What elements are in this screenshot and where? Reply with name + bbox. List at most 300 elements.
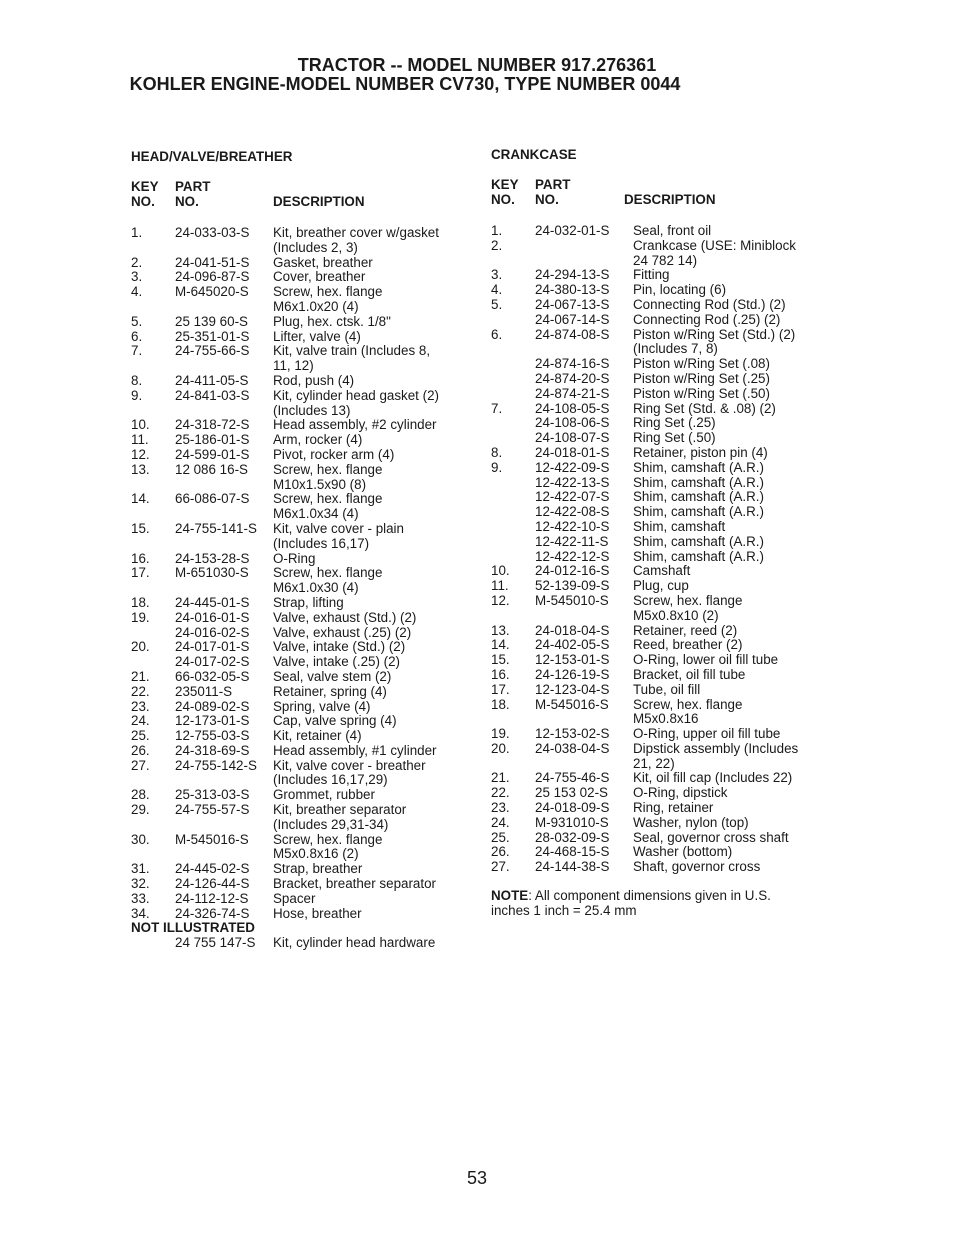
part-number: 24-755-142-S [175, 757, 257, 773]
key-number: 21. [131, 668, 150, 684]
part-number: 24-755-46-S [535, 770, 610, 786]
part-number: 12-422-11-S [535, 533, 609, 549]
key-number: 11. [491, 578, 509, 594]
part-description: Piston w/Ring Set (.08) [633, 356, 770, 372]
part-row [491, 594, 831, 624]
note-text: : All component dimensions given in U.S. inches 1 inch = 25.4 mm [491, 888, 771, 918]
part-description: Tube, oil fill [633, 681, 701, 697]
key-number: 9. [491, 459, 503, 475]
part-number: 24-016-02-S [175, 624, 250, 640]
part-number: 12-422-13-S [535, 474, 610, 490]
part-number: 24-874-16-S [535, 356, 610, 372]
part-description: Kit, valve cover - breather (Includes 16,17,29) [273, 757, 426, 788]
col-part-no-label: NO. [175, 194, 199, 209]
part-row [491, 550, 831, 565]
part-row [491, 579, 831, 594]
part-description: Kit, retainer (4) [273, 728, 362, 744]
part-number: 24-326-74-S [175, 905, 250, 921]
not-illustrated-row [131, 936, 471, 951]
part-row [131, 892, 471, 907]
part-row [131, 522, 471, 552]
part-number: 24-445-01-S [175, 594, 250, 610]
key-number: 33. [131, 890, 150, 906]
part-row [491, 268, 831, 283]
part-number: 28-032-09-S [535, 829, 610, 845]
part-row [491, 239, 831, 269]
key-number: 1. [491, 223, 503, 238]
part-number: 24-318-69-S [175, 742, 250, 758]
part-description: Head assembly, #1 cylinder [273, 742, 437, 758]
part-number: M-545010-S [535, 592, 609, 608]
part-row [131, 256, 471, 271]
part-row [131, 315, 471, 330]
col-description-label: DESCRIPTION [624, 192, 716, 207]
part-description: Crankcase (USE: Miniblock 24 782 14) [633, 237, 796, 268]
part-number: 24-599-01-S [175, 446, 250, 462]
part-description: Screw, hex. flange M6x1.0x34 (4) [273, 491, 383, 522]
part-row [131, 566, 471, 596]
key-number: 29. [131, 802, 150, 818]
part-description: Ring Set (Std. & .08) (2) [633, 400, 776, 416]
page-subtitle: KOHLER ENGINE-MODEL NUMBER CV730, TYPE NUMBER 0044 [129, 74, 681, 94]
col-part-label: PART [535, 177, 571, 192]
part-number: 12-153-01-S [535, 652, 610, 668]
part-number: 24-874-08-S [535, 326, 610, 342]
part-number: 24-038-04-S [535, 740, 610, 756]
part-number: 24-402-05-S [535, 637, 610, 653]
part-description: Ring, retainer [633, 800, 714, 816]
part-number: 25-313-03-S [175, 787, 250, 803]
part-row [491, 283, 831, 298]
part-description: Kit, valve train (Includes 8, 11, 12) [273, 343, 431, 374]
part-description: Head assembly, #2 cylinder [273, 417, 437, 433]
part-row [131, 700, 471, 715]
part-description: Screw, hex. flange M10x1.5x90 (8) [273, 461, 383, 492]
part-number: 12-422-09-S [535, 459, 610, 475]
part-row [491, 727, 831, 742]
key-number: 12. [131, 446, 150, 462]
part-row [131, 463, 471, 493]
part-row [131, 285, 471, 315]
key-number: 23. [131, 698, 150, 714]
key-number: 25. [491, 829, 510, 845]
part-row [491, 431, 831, 446]
part-description: Camshaft [633, 563, 691, 579]
part-description: Lifter, valve (4) [273, 328, 361, 344]
part-description: Cover, breather [273, 269, 366, 285]
part-row [131, 344, 471, 374]
part-row [491, 816, 831, 831]
part-description: Arm, rocker (4) [273, 432, 363, 448]
part-description: Shim, camshaft (A.R.) [633, 459, 764, 475]
section-heading: HEAD/VALVE/BREATHER [131, 149, 293, 164]
key-number: 1. [131, 225, 143, 240]
part-description: Retainer, reed (2) [633, 622, 738, 638]
section-heading: CRANKCASE [491, 147, 577, 162]
part-description: Seal, front oil [633, 223, 712, 238]
part-description: Gasket, breather [273, 254, 373, 270]
part-row [491, 416, 831, 431]
part-number: M-645020-S [175, 284, 249, 300]
part-row [491, 446, 831, 461]
key-number: 27. [491, 859, 510, 875]
part-number: 12 086 16-S [175, 461, 248, 477]
col-part-no-label: NO. [535, 192, 559, 207]
part-number: M-651030-S [175, 565, 249, 581]
page-number: 53 [466, 1168, 488, 1188]
part-description: Hose, breather [273, 905, 362, 921]
column-headers [131, 180, 471, 226]
part-number: 24 755 147-S [175, 935, 256, 951]
part-number: M-931010-S [535, 814, 609, 830]
part-number: 24-126-44-S [175, 876, 250, 892]
key-number: 20. [131, 639, 150, 655]
key-number: 12. [491, 592, 510, 608]
part-number: M-545016-S [535, 696, 609, 712]
col-key-label: KEY [131, 179, 159, 194]
part-description: Kit, oil fill cap (Includes 22) [633, 770, 793, 786]
part-row [131, 685, 471, 700]
key-number: 7. [131, 343, 143, 359]
part-description: Strap, breather [273, 861, 363, 877]
key-number: 11. [131, 432, 149, 448]
part-description: Screw, hex. flange M6x1.0x20 (4) [273, 284, 383, 314]
part-row [131, 759, 471, 789]
key-number: 26. [491, 844, 510, 860]
part-number: 12-173-01-S [175, 713, 250, 729]
part-description: Washer, nylon (top) [633, 814, 749, 830]
part-description: Kit, valve cover - plain (Includes 16,17) [273, 520, 404, 551]
part-number: M-545016-S [175, 831, 249, 847]
part-number: 24-144-38-S [535, 859, 610, 875]
parts-list [491, 224, 831, 875]
part-number: 25-351-01-S [175, 328, 250, 344]
part-number: 24-294-13-S [535, 267, 610, 283]
part-row [491, 461, 831, 476]
part-description: Connecting Rod (.25) (2) [633, 311, 781, 327]
part-number: 24-108-05-S [535, 400, 610, 416]
part-row [131, 330, 471, 345]
col-key-no-label: NO. [491, 192, 515, 207]
part-number: 24-032-01-S [535, 223, 610, 238]
part-description: Shaft, governor cross [633, 859, 761, 875]
key-number: 15. [131, 520, 150, 536]
key-number: 8. [131, 372, 143, 388]
key-number: 16. [131, 550, 150, 566]
col-key-label: KEY [491, 177, 519, 192]
part-number: 24-012-16-S [535, 563, 610, 579]
part-row [131, 907, 471, 922]
part-row [131, 596, 471, 611]
part-number: 235011-S [175, 683, 233, 699]
key-number: 3. [131, 269, 143, 285]
part-description: Connecting Rod (Std.) (2) [633, 296, 786, 312]
part-number: 25 139 60-S [175, 313, 248, 329]
key-number: 20. [491, 740, 510, 756]
part-description: O-Ring [273, 550, 316, 566]
part-number: 12-422-12-S [535, 548, 610, 564]
part-description: Kit, breather cover w/gasket (Includes 2, 3) [273, 225, 439, 255]
key-number: 18. [491, 696, 510, 712]
part-number: 12-422-10-S [535, 518, 610, 534]
part-row [131, 492, 471, 522]
part-number: 24-017-01-S [175, 639, 250, 655]
key-number: 16. [491, 666, 510, 682]
part-description: Ring Set (.25) [633, 415, 716, 431]
part-row [491, 357, 831, 372]
part-description: Dipstick assembly (Includes 21, 22) [633, 740, 799, 771]
key-number: 24. [491, 814, 510, 830]
part-number: 66-086-07-S [175, 491, 250, 507]
part-row [491, 328, 831, 358]
part-row [131, 389, 471, 419]
part-number: 25-186-01-S [175, 432, 250, 448]
part-row [131, 714, 471, 729]
part-description: Reed, breather (2) [633, 637, 743, 653]
part-description: Seal, governor cross shaft [633, 829, 789, 845]
key-number: 8. [491, 444, 503, 460]
key-number: 10. [131, 417, 150, 433]
part-row [491, 372, 831, 387]
col-part-label: PART [175, 179, 211, 194]
key-number: 19. [491, 726, 510, 742]
part-number: 24-755-66-S [175, 343, 250, 359]
part-number: 24-089-02-S [175, 698, 250, 714]
part-row [131, 655, 471, 670]
part-number: 24-153-28-S [175, 550, 250, 566]
part-row [491, 668, 831, 683]
part-row [491, 771, 831, 786]
part-description: Spring, valve (4) [273, 698, 371, 714]
part-description: Valve, exhaust (Std.) (2) [273, 609, 417, 625]
part-description: Piston w/Ring Set (.50) [633, 385, 770, 401]
key-number: 22. [131, 683, 150, 699]
part-number: 24-033-03-S [175, 225, 250, 240]
part-number: 12-755-03-S [175, 728, 250, 744]
part-number: 24-468-15-S [535, 844, 610, 860]
part-description: Grommet, rubber [273, 787, 375, 803]
part-description: Plug, hex. ctsk. 1/8" [273, 313, 391, 329]
part-description: Piston w/Ring Set (Std.) (2) (Includes 7, 8) [633, 326, 796, 357]
key-number: 2. [491, 237, 503, 253]
part-number: 24-755-57-S [175, 802, 250, 818]
part-row [131, 626, 471, 641]
key-number: 6. [491, 326, 503, 342]
key-number: 25. [131, 728, 150, 744]
part-number: 24-841-03-S [175, 387, 250, 403]
key-number: 3. [491, 267, 503, 283]
part-number: 24-126-19-S [535, 666, 610, 682]
part-row [491, 801, 831, 816]
key-number: 14. [131, 491, 150, 507]
key-number: 6. [131, 328, 143, 344]
key-number: 13. [131, 461, 150, 477]
page-title: TRACTOR -- MODEL NUMBER 917.276361 [297, 55, 657, 75]
col-key-no-label: NO. [131, 194, 155, 209]
not-illustrated-label: NOT ILLUSTRATED [131, 920, 255, 936]
part-number: 24-016-01-S [175, 609, 250, 625]
part-row [131, 788, 471, 803]
part-description: O-Ring, dipstick [633, 785, 728, 801]
part-row [491, 698, 831, 728]
key-number: 30. [131, 831, 150, 847]
part-row [131, 270, 471, 285]
part-row [491, 624, 831, 639]
crankcase-section [491, 148, 831, 919]
part-number: 24-018-04-S [535, 622, 610, 638]
key-number: 21. [491, 770, 510, 786]
part-row [131, 729, 471, 744]
part-row [491, 490, 831, 505]
part-row [491, 505, 831, 520]
part-description: Kit, breather separator (Includes 29,31-34) [273, 802, 407, 832]
part-row [491, 860, 831, 875]
part-row [131, 803, 471, 833]
part-row [131, 374, 471, 389]
part-number: 24-380-13-S [535, 282, 610, 298]
key-number: 31. [131, 861, 150, 877]
part-description: Seal, valve stem (2) [273, 668, 392, 684]
part-row [491, 476, 831, 491]
part-number: 12-422-08-S [535, 504, 610, 520]
key-number: 15. [491, 652, 510, 668]
part-number: 24-445-02-S [175, 861, 250, 877]
key-number: 28. [131, 787, 150, 803]
part-row [131, 833, 471, 863]
part-row [491, 387, 831, 402]
part-number: 12-123-04-S [535, 681, 610, 697]
key-number: 4. [491, 282, 503, 298]
part-description: Shim, camshaft (A.R.) [633, 474, 764, 490]
column-headers [491, 178, 831, 224]
part-description: Shim, camshaft [633, 518, 726, 534]
part-row [131, 433, 471, 448]
key-number: 5. [131, 313, 143, 329]
part-description: Kit, cylinder head gasket (2) (Includes 13) [273, 387, 439, 418]
part-number: 24-067-14-S [535, 311, 610, 327]
key-number: 7. [491, 400, 503, 416]
part-row [491, 653, 831, 668]
part-description: Retainer, piston pin (4) [633, 444, 768, 460]
part-row [131, 611, 471, 626]
part-row [491, 224, 831, 239]
part-number: 24-318-72-S [175, 417, 250, 433]
part-row [131, 418, 471, 433]
part-description: Screw, hex. flange M5x0.8x10 (2) [633, 592, 743, 623]
key-number: 5. [491, 296, 503, 312]
key-number: 23. [491, 800, 510, 816]
part-row [131, 640, 471, 655]
head-valve-breather-section [131, 150, 471, 951]
key-number: 22. [491, 785, 510, 801]
key-number: 13. [491, 622, 510, 638]
part-description: Rod, push (4) [273, 372, 355, 388]
part-row [131, 862, 471, 877]
part-row [131, 744, 471, 759]
part-description: Pin, locating (6) [633, 282, 727, 298]
key-number: 26. [131, 742, 150, 758]
note [491, 889, 811, 919]
col-description-label: DESCRIPTION [273, 194, 365, 209]
key-number: 19. [131, 609, 150, 625]
key-number: 27. [131, 757, 150, 773]
part-row [491, 831, 831, 846]
part-description: Strap, lifting [273, 594, 344, 610]
part-row [131, 670, 471, 685]
part-row [131, 877, 471, 892]
part-row [491, 535, 831, 550]
part-description: Bracket, breather separator [273, 876, 437, 892]
part-number: 24-755-141-S [175, 520, 257, 536]
part-description: Shim, camshaft (A.R.) [633, 489, 764, 505]
part-description: Retainer, spring (4) [273, 683, 387, 699]
part-description: Washer (bottom) [633, 844, 733, 860]
part-row [491, 298, 831, 313]
part-number: 24-108-06-S [535, 415, 610, 431]
part-number: 24-018-09-S [535, 800, 610, 816]
part-number: 24-874-21-S [535, 385, 610, 401]
part-description: Bracket, oil fill tube [633, 666, 746, 682]
key-number: 2. [131, 254, 143, 270]
key-number: 34. [131, 905, 150, 921]
part-number: 12-153-02-S [535, 726, 610, 742]
part-description: Ring Set (.50) [633, 430, 716, 446]
part-description: Piston w/Ring Set (.25) [633, 370, 770, 386]
part-number: 24-874-20-S [535, 370, 610, 386]
part-description: Shim, camshaft (A.R.) [633, 504, 764, 520]
part-description: Plug, cup [633, 578, 689, 594]
part-number: 24-108-07-S [535, 430, 610, 446]
part-description: Screw, hex. flange M6x1.0x30 (4) [273, 565, 383, 596]
part-number: 24-112-12-S [175, 890, 249, 906]
parts-list [131, 226, 471, 921]
part-row [491, 520, 831, 535]
part-description: Shim, camshaft (A.R.) [633, 533, 764, 549]
part-number: 24-017-02-S [175, 654, 250, 670]
part-number: 25 153 02-S [535, 785, 608, 801]
key-number: 14. [491, 637, 510, 653]
part-description: O-Ring, upper oil fill tube [633, 726, 781, 742]
part-description: O-Ring, lower oil fill tube [633, 652, 779, 668]
key-number: 9. [131, 387, 143, 403]
part-number: 66-032-05-S [175, 668, 250, 684]
part-description: Screw, hex. flange M5x0.8x16 [633, 696, 743, 727]
part-row [491, 742, 831, 772]
key-number: 17. [131, 565, 150, 581]
part-description: Valve, exhaust (.25) (2) [273, 624, 412, 640]
part-number: 52-139-09-S [535, 578, 610, 594]
part-description: Spacer [273, 890, 316, 906]
key-number: 18. [131, 594, 150, 610]
part-row [131, 448, 471, 463]
part-row [491, 564, 831, 579]
part-description: Valve, intake (.25) (2) [273, 654, 401, 670]
part-number: 24-041-51-S [175, 254, 250, 270]
part-number: 24-411-05-S [175, 372, 249, 388]
key-number: 10. [491, 563, 510, 579]
part-description: Pivot, rocker arm (4) [273, 446, 395, 462]
part-row [491, 683, 831, 698]
part-row [491, 638, 831, 653]
part-description: Kit, cylinder head hardware [273, 935, 436, 951]
part-description: Cap, valve spring (4) [273, 713, 397, 729]
note-label: NOTE [491, 888, 529, 904]
part-row [491, 402, 831, 417]
part-description: Valve, intake (Std.) (2) [273, 639, 406, 655]
part-number: 24-096-87-S [175, 269, 250, 285]
part-number: 24-018-01-S [535, 444, 610, 460]
part-description: Fitting [633, 267, 670, 283]
